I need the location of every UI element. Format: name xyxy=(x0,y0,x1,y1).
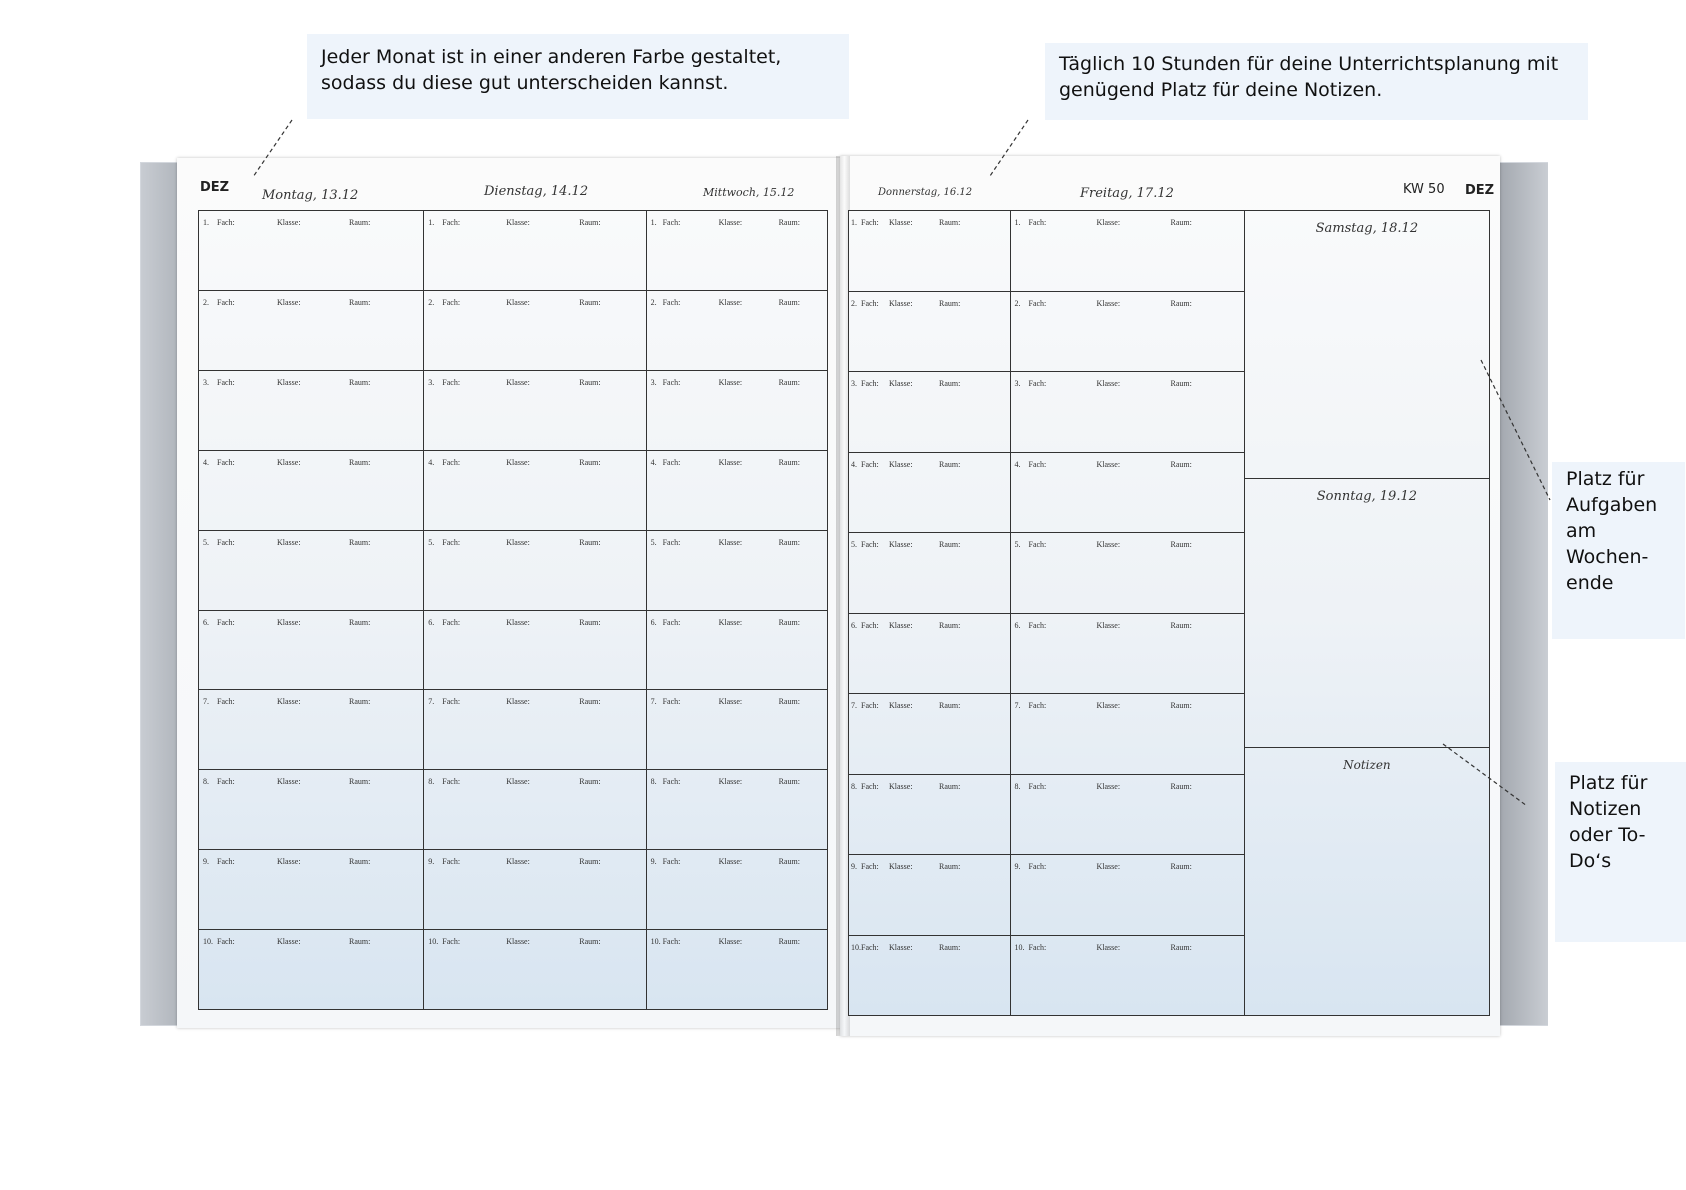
lesson-label-room: Raum: xyxy=(1170,459,1192,469)
lesson-number: 2. xyxy=(203,297,209,307)
lesson-label-class: Klasse: xyxy=(718,377,743,387)
lesson-label-room: Raum: xyxy=(579,218,601,227)
lesson-number: 6. xyxy=(851,620,857,630)
lesson-label-subject: Fach: xyxy=(217,218,235,227)
lesson-label-room: Raum: xyxy=(579,537,601,547)
lesson-label-room: Raum: xyxy=(1170,620,1192,630)
lesson-label-room: Raum: xyxy=(939,540,961,549)
lesson-label-subject: Fach: xyxy=(1028,942,1047,952)
lesson-label-room: Raum: xyxy=(579,777,601,787)
lesson-label-room: Raum: xyxy=(939,701,961,710)
lesson-label-room: Raum: xyxy=(579,617,601,627)
lesson-label-class: Klasse: xyxy=(889,540,913,549)
lesson-label-room: Raum: xyxy=(778,777,800,787)
lesson-label-class: Klasse: xyxy=(1096,298,1121,308)
lesson-number: 6. xyxy=(428,617,435,627)
lesson-label-class: Klasse: xyxy=(277,297,301,307)
lesson-number: 1. xyxy=(650,218,657,227)
lesson-label-subject: Fach: xyxy=(217,617,235,627)
lesson-label-room: Raum: xyxy=(939,379,961,388)
lesson-label-class: Klasse: xyxy=(1096,862,1121,871)
lesson-label-room: Raum: xyxy=(349,857,371,867)
lesson-number: 10. xyxy=(428,937,439,947)
lesson-label-class: Klasse: xyxy=(506,218,530,227)
lesson-number: 8. xyxy=(203,777,209,787)
lesson-label-room: Raum: xyxy=(939,620,961,630)
lesson-number: 1. xyxy=(851,218,857,227)
lesson-label-room: Raum: xyxy=(939,298,961,308)
lesson-label-subject: Fach: xyxy=(442,457,461,467)
lesson-number: 4. xyxy=(650,457,657,467)
lesson-label-room: Raum: xyxy=(349,937,371,947)
month-label-right: DEZ xyxy=(1465,183,1495,198)
lesson-label-subject: Fach: xyxy=(217,697,235,707)
lesson-label-class: Klasse: xyxy=(889,862,913,871)
lesson-label-class: Klasse: xyxy=(718,617,743,627)
leader-line-notes xyxy=(1443,744,1527,806)
lesson-number: 1. xyxy=(203,218,209,227)
lesson-label-subject: Fach: xyxy=(861,701,879,710)
leader-line-weekend xyxy=(1481,360,1550,500)
lesson-label-room: Raum: xyxy=(349,297,371,307)
lesson-label-subject: Fach: xyxy=(662,457,681,467)
lesson-number: 5. xyxy=(650,537,657,547)
lesson-label-subject: Fach: xyxy=(662,857,681,867)
lesson-label-room: Raum: xyxy=(1170,862,1192,871)
lesson-number: 5. xyxy=(851,540,857,549)
lesson-label-subject: Fach: xyxy=(662,697,681,707)
lesson-label-subject: Fach: xyxy=(217,777,235,787)
callout-notes: Platz für Notizen oder To-Do‘s xyxy=(1555,762,1686,942)
lesson-label-subject: Fach: xyxy=(861,620,879,630)
lesson-number: 9. xyxy=(851,862,857,871)
lesson-label-class: Klasse: xyxy=(718,697,743,707)
lesson-label-class: Klasse: xyxy=(889,781,913,791)
lesson-label-room: Raum: xyxy=(579,697,601,707)
lesson-label-room: Raum: xyxy=(778,697,800,707)
lesson-label-class: Klasse: xyxy=(277,857,301,867)
lesson-label-room: Raum: xyxy=(778,537,800,547)
lesson-number: 7. xyxy=(851,701,857,710)
lesson-label-subject: Fach: xyxy=(1028,781,1047,791)
lesson-number: 5. xyxy=(1014,540,1021,549)
lesson-label-class: Klasse: xyxy=(277,937,301,947)
lesson-label-subject: Fach: xyxy=(861,862,879,871)
lesson-label-class: Klasse: xyxy=(1096,781,1121,791)
lesson-label-class: Klasse: xyxy=(889,218,913,227)
lesson-label-subject: Fach: xyxy=(861,540,879,549)
lesson-label-class: Klasse: xyxy=(277,777,301,787)
day-header-monday: Montag, 13.12 xyxy=(262,188,359,203)
lesson-label-class: Klasse: xyxy=(506,937,530,947)
lesson-label-subject: Fach: xyxy=(861,298,879,308)
lesson-label-class: Klasse: xyxy=(277,537,301,547)
lesson-label-subject: Fach: xyxy=(662,297,681,307)
lesson-label-subject: Fach: xyxy=(217,457,235,467)
lesson-number: 7. xyxy=(650,697,657,707)
lesson-number: 2. xyxy=(851,298,857,308)
lesson-label-class: Klasse: xyxy=(718,857,743,867)
lesson-label-subject: Fach: xyxy=(442,377,461,387)
lesson-label-class: Klasse: xyxy=(277,457,301,467)
lesson-label-room: Raum: xyxy=(579,297,601,307)
lesson-label-subject: Fach: xyxy=(1028,540,1047,549)
lesson-label-class: Klasse: xyxy=(718,297,743,307)
lesson-label-class: Klasse: xyxy=(277,218,301,227)
lesson-number: 7. xyxy=(203,697,209,707)
lesson-label-class: Klasse: xyxy=(1096,459,1121,469)
lesson-number: 3. xyxy=(650,377,657,387)
lesson-label-room: Raum: xyxy=(778,857,800,867)
lesson-label-subject: Fach: xyxy=(1028,862,1047,871)
lesson-label-room: Raum: xyxy=(1170,942,1192,952)
lesson-number: 3. xyxy=(851,379,857,388)
lesson-number: 8. xyxy=(851,781,857,791)
lesson-label-room: Raum: xyxy=(1170,218,1192,227)
lesson-number: 3. xyxy=(203,377,209,387)
lesson-label-room: Raum: xyxy=(1170,379,1192,388)
lesson-label-class: Klasse: xyxy=(1096,620,1121,630)
lesson-label-class: Klasse: xyxy=(1096,701,1121,710)
lesson-label-room: Raum: xyxy=(349,617,371,627)
day-header-tuesday: Dienstag, 14.12 xyxy=(484,184,589,199)
lesson-label-subject: Fach: xyxy=(442,697,461,707)
lesson-label-class: Klasse: xyxy=(1096,379,1121,388)
lesson-number: 9. xyxy=(650,857,657,867)
lesson-label-room: Raum: xyxy=(778,457,800,467)
lesson-label-subject: Fach: xyxy=(662,377,681,387)
lesson-label-subject: Fach: xyxy=(442,218,461,227)
lesson-number: 10. xyxy=(851,942,861,952)
lesson-number: 6. xyxy=(1014,620,1021,630)
lesson-label-subject: Fach: xyxy=(217,377,235,387)
leader-line-hours xyxy=(990,120,1028,176)
lesson-label-class: Klasse: xyxy=(1096,942,1121,952)
day-header-friday: Freitag, 17.12 xyxy=(1080,186,1174,201)
lesson-label-subject: Fach: xyxy=(1028,298,1047,308)
lesson-number: 5. xyxy=(428,537,435,547)
callout-ten-hours: Täglich 10 Stunden für deine Unterrichtsplanung mit genügend Platz für deine Notizen. xyxy=(1045,43,1588,120)
lesson-label-subject: Fach: xyxy=(1028,620,1047,630)
lesson-number: 9. xyxy=(1014,862,1021,871)
lesson-label-room: Raum: xyxy=(579,857,601,867)
lesson-label-class: Klasse: xyxy=(506,777,530,787)
lesson-label-class: Klasse: xyxy=(889,459,913,469)
lesson-label-subject: Fach: xyxy=(861,781,879,791)
lesson-label-subject: Fach: xyxy=(861,379,879,388)
lesson-label-class: Klasse: xyxy=(889,620,913,630)
lesson-label-room: Raum: xyxy=(1170,298,1192,308)
lesson-label-room: Raum: xyxy=(579,937,601,947)
lesson-number: 9. xyxy=(203,857,209,867)
lesson-label-subject: Fach: xyxy=(217,937,235,947)
lesson-label-class: Klasse: xyxy=(718,457,743,467)
lesson-label-subject: Fach: xyxy=(217,857,235,867)
lesson-label-class: Klasse: xyxy=(718,937,743,947)
lesson-number: 10. xyxy=(650,937,661,947)
lesson-label-subject: Fach: xyxy=(861,459,879,469)
lesson-label-class: Klasse: xyxy=(506,857,530,867)
lesson-label-subject: Fach: xyxy=(1028,218,1047,227)
lesson-label-class: Klasse: xyxy=(889,298,913,308)
lesson-label-room: Raum: xyxy=(778,218,800,227)
callout-weekend: Platz für Aufgaben am Wochen-ende xyxy=(1552,462,1685,639)
lesson-label-class: Klasse: xyxy=(1096,218,1121,227)
lesson-number: 6. xyxy=(203,617,209,627)
lesson-label-room: Raum: xyxy=(349,218,371,227)
lesson-label-room: Raum: xyxy=(778,617,800,627)
saturday-title: Samstag, 18.12 xyxy=(1315,221,1419,236)
lesson-label-subject: Fach: xyxy=(442,617,461,627)
lesson-label-room: Raum: xyxy=(349,537,371,547)
lesson-number: 2. xyxy=(428,297,435,307)
lesson-label-subject: Fach: xyxy=(1028,459,1047,469)
callout-monthly-colors: Jeder Monat ist in einer anderen Farbe gestaltet, sodass du diese gut unterscheiden kannst. xyxy=(307,34,849,119)
notes-title: Notizen xyxy=(1343,757,1391,772)
lesson-label-room: Raum: xyxy=(349,377,371,387)
lesson-label-class: Klasse: xyxy=(277,377,301,387)
lesson-number: 10. xyxy=(203,937,213,947)
lesson-label-subject: Fach: xyxy=(662,937,681,947)
lesson-number: 8. xyxy=(428,777,435,787)
lesson-label-subject: Fach: xyxy=(662,537,681,547)
lesson-label-subject: Fach: xyxy=(217,537,235,547)
lesson-number: 2. xyxy=(650,297,657,307)
day-header-thursday: Donnerstag, 16.12 xyxy=(878,187,973,198)
month-label-left: DEZ xyxy=(200,180,230,195)
lesson-label-class: Klasse: xyxy=(277,697,301,707)
lesson-number: 5. xyxy=(203,537,209,547)
lesson-label-room: Raum: xyxy=(939,218,961,227)
lesson-label-room: Raum: xyxy=(349,777,371,787)
sunday-title: Sonntag, 19.12 xyxy=(1316,489,1418,505)
lesson-number: 7. xyxy=(1014,701,1021,710)
lesson-label-subject: Fach: xyxy=(662,777,681,787)
week-number: KW 50 xyxy=(1403,182,1445,197)
lesson-number: 1. xyxy=(428,218,435,227)
lesson-label-subject: Fach: xyxy=(442,537,461,547)
lesson-label-room: Raum: xyxy=(939,942,961,952)
lesson-label-subject: Fach: xyxy=(662,617,681,627)
lesson-label-room: Raum: xyxy=(1170,540,1192,549)
lesson-number: 4. xyxy=(851,459,857,469)
lesson-number: 2. xyxy=(1014,298,1021,308)
lesson-label-class: Klasse: xyxy=(506,457,530,467)
lesson-label-class: Klasse: xyxy=(1096,540,1121,549)
lesson-label-room: Raum: xyxy=(579,457,601,467)
lesson-number: 8. xyxy=(650,777,657,787)
lesson-number: 4. xyxy=(428,457,435,467)
lesson-label-room: Raum: xyxy=(778,377,800,387)
lesson-number: 3. xyxy=(428,377,435,387)
lesson-label-room: Raum: xyxy=(778,937,800,947)
lesson-label-room: Raum: xyxy=(939,862,961,871)
lesson-label-subject: Fach: xyxy=(1028,379,1047,388)
lesson-label-class: Klasse: xyxy=(506,297,530,307)
lesson-label-room: Raum: xyxy=(1170,781,1192,791)
lesson-label-class: Klasse: xyxy=(889,379,913,388)
day-header-wednesday: Mittwoch, 15.12 xyxy=(703,186,795,199)
lesson-label-class: Klasse: xyxy=(506,377,530,387)
lesson-number: 1. xyxy=(1014,218,1021,227)
lesson-label-room: Raum: xyxy=(778,297,800,307)
lesson-label-room: Raum: xyxy=(579,377,601,387)
lesson-label-class: Klasse: xyxy=(718,537,743,547)
lesson-number: 7. xyxy=(428,697,435,707)
lesson-label-subject: Fach: xyxy=(442,937,461,947)
lesson-number: 4. xyxy=(1014,459,1021,469)
lesson-label-class: Klasse: xyxy=(506,697,530,707)
lesson-label-subject: Fach: xyxy=(861,218,879,227)
lesson-number: 8. xyxy=(1014,781,1021,791)
lesson-label-class: Klasse: xyxy=(718,218,743,227)
lesson-label-room: Raum: xyxy=(939,459,961,469)
lesson-label-class: Klasse: xyxy=(506,617,530,627)
lesson-label-subject: Fach: xyxy=(217,297,235,307)
lesson-label-subject: Fach: xyxy=(1028,701,1047,710)
lesson-number: 6. xyxy=(650,617,657,627)
lesson-label-class: Klasse: xyxy=(506,537,530,547)
lesson-number: 3. xyxy=(1014,379,1021,388)
lesson-label-class: Klasse: xyxy=(718,777,743,787)
lesson-label-class: Klasse: xyxy=(277,617,301,627)
lesson-label-subject: Fach: xyxy=(442,857,461,867)
lesson-label-subject: Fach: xyxy=(662,218,681,227)
lesson-label-room: Raum: xyxy=(349,457,371,467)
leader-line-monthly xyxy=(253,120,292,177)
lesson-number: 9. xyxy=(428,857,435,867)
lesson-number: 10. xyxy=(1014,942,1025,952)
lesson-label-subject: Fach: xyxy=(861,942,879,952)
lesson-label-room: Raum: xyxy=(349,697,371,707)
lesson-label-subject: Fach: xyxy=(442,297,461,307)
lesson-label-class: Klasse: xyxy=(889,701,913,710)
lesson-label-subject: Fach: xyxy=(442,777,461,787)
lesson-number: 4. xyxy=(203,457,209,467)
lesson-label-room: Raum: xyxy=(1170,701,1192,710)
lesson-label-room: Raum: xyxy=(939,781,961,791)
lesson-label-class: Klasse: xyxy=(889,942,913,952)
